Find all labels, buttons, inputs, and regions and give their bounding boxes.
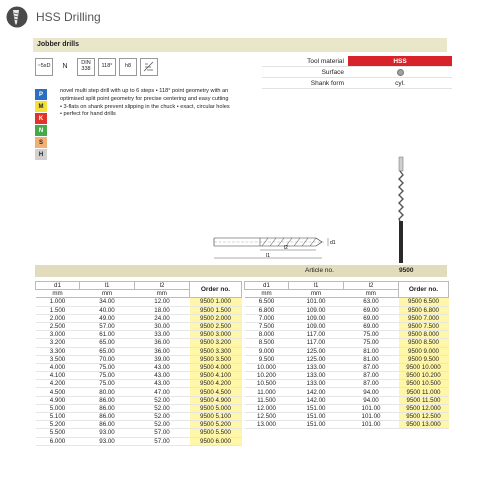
value-cell: 133.00 (289, 380, 344, 388)
column-header: l2 (344, 282, 399, 290)
order-number-cell: 9500 11.500 (399, 396, 449, 404)
article-number: 9500 (399, 267, 414, 274)
value-cell: 57.00 (80, 322, 135, 330)
order-number-cell: 9500 2.500 (190, 322, 242, 330)
value-cell: 43.00 (135, 380, 190, 388)
table-row (36, 372, 242, 380)
value-cell: 12.000 (245, 404, 289, 412)
unit-cell: mm (344, 290, 399, 298)
point-angle-symbol: 118° (98, 58, 116, 76)
table-row (245, 396, 449, 404)
property-row (262, 56, 452, 67)
table-row (36, 339, 242, 347)
table-row (245, 331, 449, 339)
description (60, 88, 270, 119)
value-cell: 2.500 (36, 322, 80, 330)
order-number-cell: 9500 12.000 (399, 404, 449, 412)
surface-dot-icon (348, 67, 452, 77)
table-row (36, 413, 242, 421)
value-cell: 10.200 (245, 372, 289, 380)
table-row (36, 322, 242, 330)
order-number-cell: 9500 4.000 (190, 363, 242, 371)
unit-cell: mm (36, 290, 80, 298)
unit-cell: mm (289, 290, 344, 298)
value-cell: 47.00 (135, 388, 190, 396)
order-number-cell: 9500 5.500 (190, 429, 242, 437)
order-number-cell: 9500 3.200 (190, 339, 242, 347)
order-number-cell: 9500 8.500 (399, 339, 449, 347)
value-cell: 52.00 (135, 421, 190, 429)
value-cell: 117.00 (289, 331, 344, 339)
table-row (36, 388, 242, 396)
order-number-cell: 9500 7.500 (399, 322, 449, 330)
table-row (245, 339, 449, 347)
value-cell: 10.000 (245, 363, 289, 371)
value-cell: 6.800 (245, 306, 289, 314)
value-cell: 6.000 (36, 437, 80, 445)
value-cell: 125.00 (289, 347, 344, 355)
d1-label: d1 (330, 240, 336, 246)
value-cell: 7.000 (245, 314, 289, 322)
value-cell: 52.00 (135, 396, 190, 404)
section-title: Jobber drills (33, 38, 447, 52)
value-cell: 52.00 (135, 413, 190, 421)
value-cell: 34.00 (80, 298, 135, 306)
order-number-cell: 9500 1.500 (190, 306, 242, 314)
no-coolant-symbol (140, 58, 158, 76)
value-cell: 69.00 (344, 306, 399, 314)
value-cell: 101.00 (344, 404, 399, 412)
value-cell: 36.00 (135, 347, 190, 355)
order-number-cell: 9500 3.300 (190, 347, 242, 355)
order-number-cell: 9500 1.000 (190, 298, 242, 306)
column-header: d1 (36, 282, 80, 290)
value-cell: 7.500 (245, 322, 289, 330)
order-number-cell: 9500 9.000 (399, 347, 449, 355)
value-cell: 18.00 (135, 306, 190, 314)
iso-group-m: M (35, 101, 47, 112)
order-number-cell: 9500 4.900 (190, 396, 242, 404)
column-header: l1 (289, 282, 344, 290)
value-cell: 94.00 (344, 388, 399, 396)
table-row (245, 314, 449, 322)
table-row (245, 298, 449, 306)
drill-photo-icon (384, 155, 418, 265)
value-cell: 4.100 (36, 372, 80, 380)
value-cell: 86.00 (80, 396, 135, 404)
value-cell: 80.00 (80, 388, 135, 396)
value-cell: 75.00 (80, 372, 135, 380)
value-cell: 11.000 (245, 388, 289, 396)
column-header: l1 (80, 282, 135, 290)
table-row (36, 437, 242, 445)
symbol-row (35, 58, 158, 76)
value-cell: 5.100 (36, 413, 80, 421)
order-number-cell: 9500 13.000 (399, 421, 449, 429)
value-cell: 87.00 (344, 372, 399, 380)
property-row (262, 67, 452, 78)
value-cell: 3.300 (36, 347, 80, 355)
order-number-cell: 9500 11.000 (399, 388, 449, 396)
value-cell: 151.00 (289, 421, 344, 429)
table-header-row (36, 282, 242, 290)
order-number-cell: 9500 9.500 (399, 355, 449, 363)
value-cell: 4.200 (36, 380, 80, 388)
order-number-cell: 9500 2.000 (190, 314, 242, 322)
dimensions-table-left (35, 281, 242, 446)
value-cell: 57.00 (135, 437, 190, 445)
order-number-cell: 9500 3.500 (190, 355, 242, 363)
value-cell: 133.00 (289, 363, 344, 371)
table-row (36, 347, 242, 355)
property-label: Surface (321, 68, 344, 76)
value-cell: 101.00 (344, 413, 399, 421)
table-row (245, 347, 449, 355)
property-label: Shank form (310, 79, 344, 87)
table-row (245, 306, 449, 314)
order-number-cell: 9500 6.800 (399, 306, 449, 314)
value-cell: 93.00 (80, 437, 135, 445)
table-row (36, 306, 242, 314)
properties-table (262, 56, 452, 89)
description-line: novel multi step drill with up to 6 steps • 118° point geometry with an (60, 88, 229, 94)
value-cell: 81.00 (344, 347, 399, 355)
iso-group-k: K (35, 113, 47, 124)
table-row (36, 298, 242, 306)
property-value: cyl. (395, 79, 405, 87)
value-cell: 109.00 (289, 322, 344, 330)
value-cell: 69.00 (344, 322, 399, 330)
value-cell: 12.00 (135, 298, 190, 306)
order-number-cell: 9500 5.100 (190, 413, 242, 421)
value-cell: 3.200 (36, 339, 80, 347)
value-cell: 75.00 (80, 363, 135, 371)
value-cell: 109.00 (289, 306, 344, 314)
order-number-cell: 9500 5.000 (190, 404, 242, 412)
value-cell: 4.500 (36, 388, 80, 396)
value-cell: 5.000 (36, 404, 80, 412)
order-number-cell: 9500 10.000 (399, 363, 449, 371)
value-cell: 13.000 (245, 421, 289, 429)
order-number-cell: 9500 8.000 (399, 331, 449, 339)
table-row (36, 314, 242, 322)
unit-cell: mm (245, 290, 289, 298)
article-label: Article no. (305, 267, 334, 274)
type-symbol: N (56, 58, 74, 76)
page-title: HSS Drilling (36, 10, 101, 24)
value-cell: 133.00 (289, 372, 344, 380)
value-cell: 70.00 (80, 355, 135, 363)
value-cell: 63.00 (344, 298, 399, 306)
value-cell: 5.500 (36, 429, 80, 437)
value-cell: 43.00 (135, 372, 190, 380)
value-cell: 86.00 (80, 421, 135, 429)
table-row (36, 404, 242, 412)
table-row (245, 363, 449, 371)
table-row (245, 421, 449, 429)
description-line: • 3-flats on shank prevent slipping in the chuck • exact, circular holes (60, 103, 230, 110)
table-row (36, 363, 242, 371)
value-cell: 11.500 (245, 396, 289, 404)
table-row (245, 380, 449, 388)
value-cell: 142.00 (289, 396, 344, 404)
value-cell: 57.00 (135, 429, 190, 437)
value-cell: 10.500 (245, 380, 289, 388)
value-cell: 8.000 (245, 331, 289, 339)
value-cell: 43.00 (135, 363, 190, 371)
iso-group-h: H (35, 149, 47, 160)
value-cell: 8.500 (245, 339, 289, 347)
value-cell: 39.00 (135, 355, 190, 363)
order-number-cell: 9500 4.100 (190, 372, 242, 380)
value-cell: 75.00 (80, 380, 135, 388)
iso-material-groups (35, 89, 47, 161)
l2-label: l2 (284, 245, 288, 251)
table-row (36, 380, 242, 388)
unit-cell: mm (135, 290, 190, 298)
value-cell: 9.500 (245, 355, 289, 363)
value-cell: 75.00 (344, 339, 399, 347)
description-line: optimised split point geometry for precise centering and easy cutting (60, 95, 229, 102)
value-cell: 3.000 (36, 331, 80, 339)
property-row (262, 78, 452, 89)
order-number-cell: 9500 6.000 (190, 437, 242, 445)
iso-group-n: N (35, 125, 47, 136)
value-cell: 117.00 (289, 339, 344, 347)
value-cell: 4.900 (36, 396, 80, 404)
property-label: Tool material (307, 57, 344, 65)
column-header: Order no. (190, 282, 242, 298)
table-row (36, 331, 242, 339)
description-line: • perfect for hand drills (60, 111, 116, 118)
value-cell: 93.00 (80, 429, 135, 437)
value-cell: 109.00 (289, 314, 344, 322)
drill-drawing-icon (212, 220, 342, 262)
property-value: HSS (348, 56, 452, 66)
din-symbol: DIN 338 (77, 58, 95, 76)
order-number-cell: 9500 3.000 (190, 331, 242, 339)
table-row (36, 429, 242, 437)
value-cell: 86.00 (80, 404, 135, 412)
value-cell: 125.00 (289, 355, 344, 363)
order-number-cell: 9500 5.200 (190, 421, 242, 429)
unit-cell: mm (80, 290, 135, 298)
table-header-row (245, 282, 449, 290)
value-cell: 151.00 (289, 404, 344, 412)
value-cell: 2.000 (36, 314, 80, 322)
value-cell: 65.00 (80, 339, 135, 347)
table-row (36, 355, 242, 363)
value-cell: 30.00 (135, 322, 190, 330)
page-header (0, 0, 480, 34)
value-cell: 9.000 (245, 347, 289, 355)
value-cell: 81.00 (344, 355, 399, 363)
value-cell: 87.00 (344, 380, 399, 388)
order-number-cell: 9500 6.500 (399, 298, 449, 306)
table-row (245, 372, 449, 380)
length-symbol: ~5xD (35, 58, 53, 76)
dimensions-table-right (244, 281, 449, 429)
iso-group-s: S (35, 137, 47, 148)
order-number-cell: 9500 4.500 (190, 388, 242, 396)
value-cell: 142.00 (289, 388, 344, 396)
value-cell: 36.00 (135, 339, 190, 347)
value-cell: 40.00 (80, 306, 135, 314)
value-cell: 1.500 (36, 306, 80, 314)
value-cell: 101.00 (344, 421, 399, 429)
value-cell: 4.000 (36, 363, 80, 371)
column-header: Order no. (399, 282, 449, 298)
l1-label: l1 (266, 253, 270, 259)
value-cell: 151.00 (289, 413, 344, 421)
order-number-cell: 9500 12.500 (399, 413, 449, 421)
order-number-cell: 9500 10.500 (399, 380, 449, 388)
article-bar (35, 265, 447, 277)
value-cell: 75.00 (344, 331, 399, 339)
value-cell: 5.200 (36, 421, 80, 429)
order-number-cell: 9500 7.000 (399, 314, 449, 322)
table-row (36, 396, 242, 404)
value-cell: 69.00 (344, 314, 399, 322)
value-cell: 101.00 (289, 298, 344, 306)
value-cell: 61.00 (80, 331, 135, 339)
value-cell: 65.00 (80, 347, 135, 355)
value-cell: 3.500 (36, 355, 80, 363)
value-cell: 86.00 (80, 413, 135, 421)
value-cell: 94.00 (344, 396, 399, 404)
value-cell: 33.00 (135, 331, 190, 339)
drill-logo-icon (6, 6, 28, 28)
table-row (245, 413, 449, 421)
table-row (245, 404, 449, 412)
value-cell: 1.000 (36, 298, 80, 306)
value-cell: 52.00 (135, 404, 190, 412)
table-row (245, 388, 449, 396)
table-row (245, 322, 449, 330)
value-cell: 87.00 (344, 363, 399, 371)
table-row (36, 421, 242, 429)
iso-group-p: P (35, 89, 47, 100)
value-cell: 24.00 (135, 314, 190, 322)
order-number-cell: 9500 4.200 (190, 380, 242, 388)
order-number-cell: 9500 10.200 (399, 372, 449, 380)
value-cell: 6.500 (245, 298, 289, 306)
column-header: l2 (135, 282, 190, 290)
tolerance-symbol: h8 (119, 58, 137, 76)
value-cell: 49.00 (80, 314, 135, 322)
value-cell: 12.500 (245, 413, 289, 421)
column-header: d1 (245, 282, 289, 290)
table-row (245, 355, 449, 363)
